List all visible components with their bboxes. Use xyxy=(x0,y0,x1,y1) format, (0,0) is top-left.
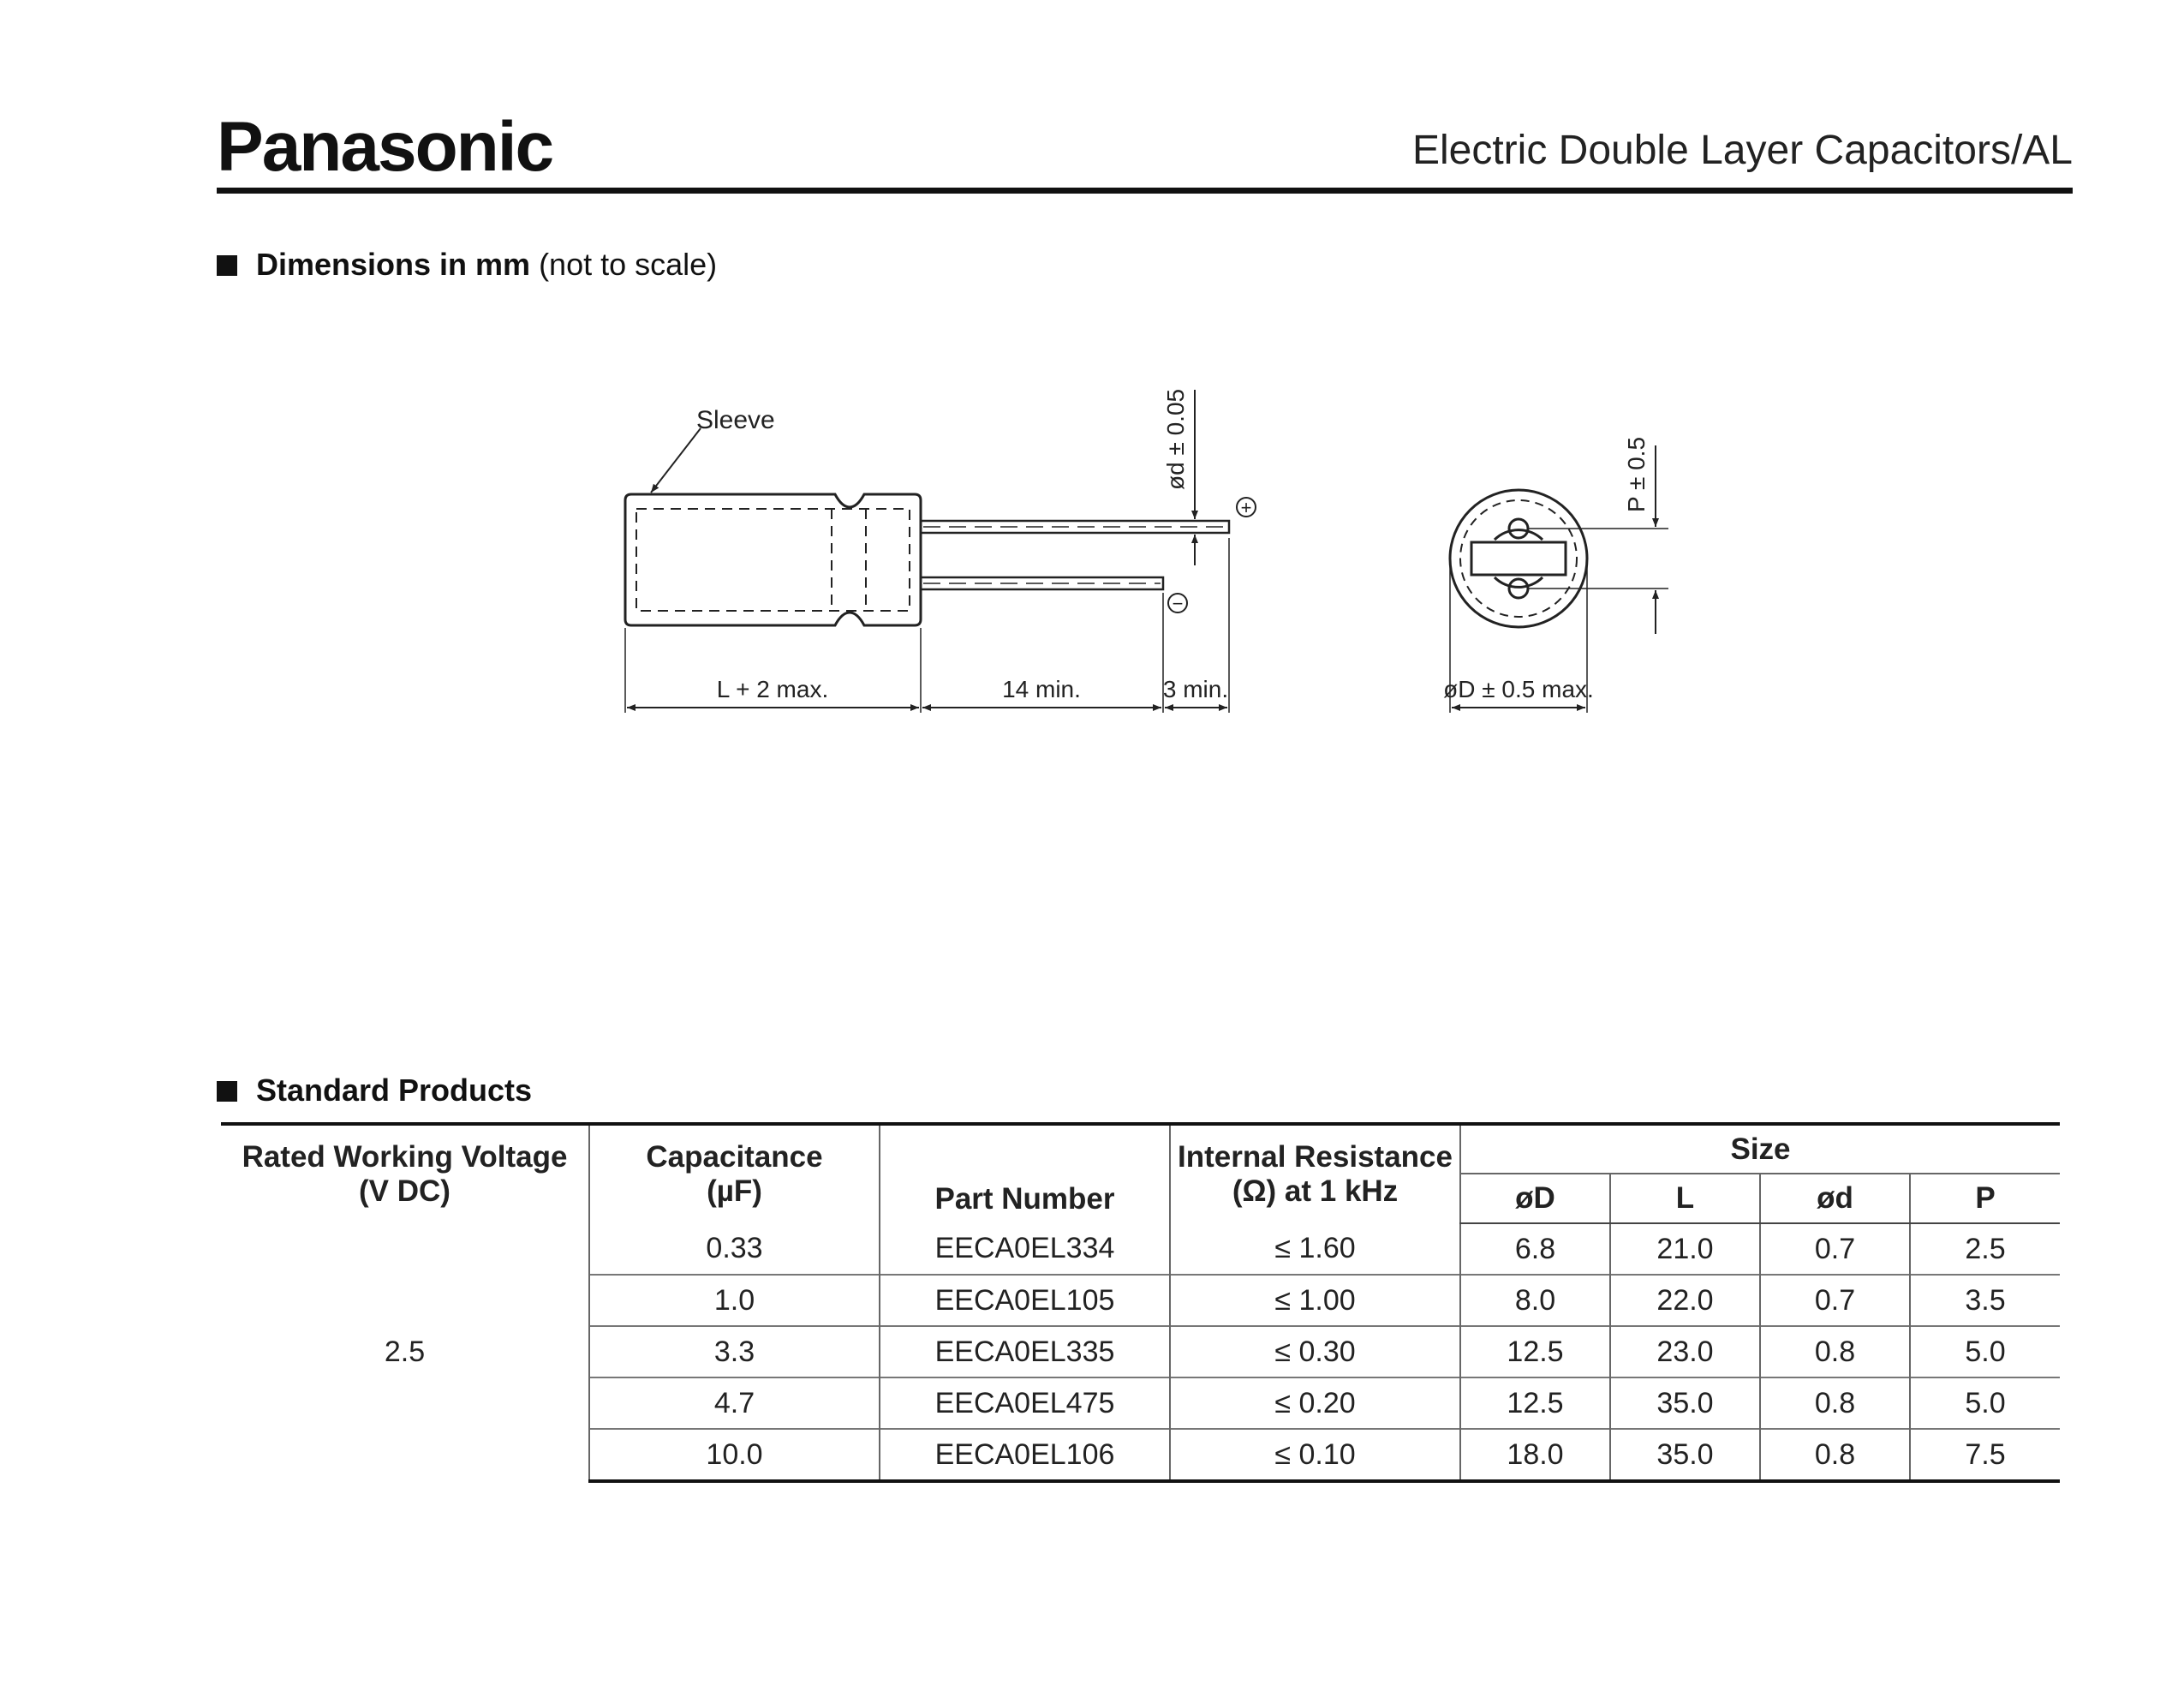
capacitance-cell: 1.0 xyxy=(589,1275,880,1326)
document-title: Electric Double Layer Capacitors/AL xyxy=(1411,128,2073,173)
part-number-cell: EECA0EL475 xyxy=(880,1377,1170,1429)
header-voltage-line2: (V DC) xyxy=(359,1174,451,1208)
size-L-cell: 35.0 xyxy=(1610,1377,1760,1429)
size-P-cell: 5.0 xyxy=(1910,1326,2060,1377)
header-part-number: Part Number xyxy=(880,1124,1170,1223)
size-d-cell: 0.8 xyxy=(1760,1377,1910,1429)
brand-logo: Panasonic xyxy=(217,108,553,186)
capacitance-cell: 0.33 xyxy=(589,1223,880,1275)
header-resistance xyxy=(1170,1124,1460,1223)
part-number-cell: EECA0EL335 xyxy=(880,1326,1170,1377)
size-P-cell: 5.0 xyxy=(1910,1377,2060,1429)
header-size: Size xyxy=(1460,1124,2060,1174)
size-L-cell: 21.0 xyxy=(1610,1223,1760,1275)
pitch-label: P ± 0.5 xyxy=(1623,436,1650,512)
dimensions-title: Dimensions in mm xyxy=(256,247,531,282)
size-P-cell: 3.5 xyxy=(1910,1275,2060,1326)
products-heading xyxy=(217,1073,532,1108)
size-P-cell: 7.5 xyxy=(1910,1429,2060,1481)
sleeve-leader xyxy=(651,428,701,493)
size-D-cell: 12.5 xyxy=(1460,1377,1610,1429)
lead-dia-label: ød ± 0.05 xyxy=(1162,388,1189,490)
size-d-cell: 0.8 xyxy=(1760,1326,1910,1377)
products-title: Standard Products xyxy=(256,1073,533,1108)
size-L-cell: 22.0 xyxy=(1610,1275,1760,1326)
resistance-cell: ≤ 1.00 xyxy=(1170,1275,1460,1326)
part-number-cell: EECA0EL106 xyxy=(880,1429,1170,1481)
resistance-cell: ≤ 1.60 xyxy=(1170,1223,1460,1275)
size-L-cell: 35.0 xyxy=(1610,1429,1760,1481)
lead-hole-bottom xyxy=(1509,579,1528,598)
capacitance-cell: 10.0 xyxy=(589,1429,880,1481)
part-number-cell: EECA0EL105 xyxy=(880,1275,1170,1326)
minus-sign: − xyxy=(1172,593,1184,614)
size-D-cell: 6.8 xyxy=(1460,1223,1610,1275)
header-cap-line1: Capacitance xyxy=(646,1140,823,1174)
bullet-square-icon xyxy=(217,1081,237,1102)
resistance-cell: ≤ 0.30 xyxy=(1170,1326,1460,1377)
capacitor-inner-dashed xyxy=(636,509,910,611)
length-label: L + 2 max. xyxy=(716,676,829,702)
header-voltage xyxy=(221,1124,589,1223)
size-d-cell: 0.7 xyxy=(1760,1223,1910,1275)
size-D-cell: 18.0 xyxy=(1460,1429,1610,1481)
products-table xyxy=(221,1122,2060,1483)
voltage-cell: 2.5 xyxy=(384,1336,426,1368)
header-size-D: øD xyxy=(1460,1174,1610,1223)
resistance-cell: ≤ 0.20 xyxy=(1170,1377,1460,1429)
header-res-line1: Internal Resistance xyxy=(1178,1140,1453,1174)
part-number-cell: EECA0EL334 xyxy=(880,1223,1170,1275)
table-row xyxy=(221,1223,2060,1275)
lead-length-label: 14 min. xyxy=(1002,676,1081,702)
size-L-cell: 23.0 xyxy=(1610,1326,1760,1377)
header-size-d: ød xyxy=(1760,1174,1910,1223)
capacitance-cell: 3.3 xyxy=(589,1326,880,1377)
size-d-cell: 0.8 xyxy=(1760,1429,1910,1481)
header-voltage-line1: Rated Working Voltage xyxy=(242,1140,568,1174)
body-dia-label: øD ± 0.5 max. xyxy=(1443,676,1594,702)
header-res-line2: (Ω) at 1 kHz xyxy=(1232,1174,1399,1208)
sleeve-label: Sleeve xyxy=(696,406,775,434)
lead-diff-label: 3 min. xyxy=(1162,676,1229,702)
header-size-P: P xyxy=(1910,1174,2060,1223)
header-size-L: L xyxy=(1610,1174,1760,1223)
size-D-cell: 12.5 xyxy=(1460,1326,1610,1377)
dimensions-note: (not to scale) xyxy=(539,247,718,282)
header-cap-line2: (µF) xyxy=(707,1174,762,1208)
size-d-cell: 0.7 xyxy=(1760,1275,1910,1326)
capacitor-body xyxy=(625,494,921,625)
end-view-inner-dashed xyxy=(1460,500,1577,617)
capacitance-cell: 4.7 xyxy=(589,1377,880,1429)
size-D-cell: 8.0 xyxy=(1460,1275,1610,1326)
end-view-bar xyxy=(1471,542,1566,575)
plus-sign: + xyxy=(1240,497,1252,518)
lead-hole-top xyxy=(1509,519,1528,538)
header-capacitance xyxy=(589,1124,880,1223)
resistance-cell: ≤ 0.10 xyxy=(1170,1429,1460,1481)
size-P-cell: 2.5 xyxy=(1910,1223,2060,1275)
